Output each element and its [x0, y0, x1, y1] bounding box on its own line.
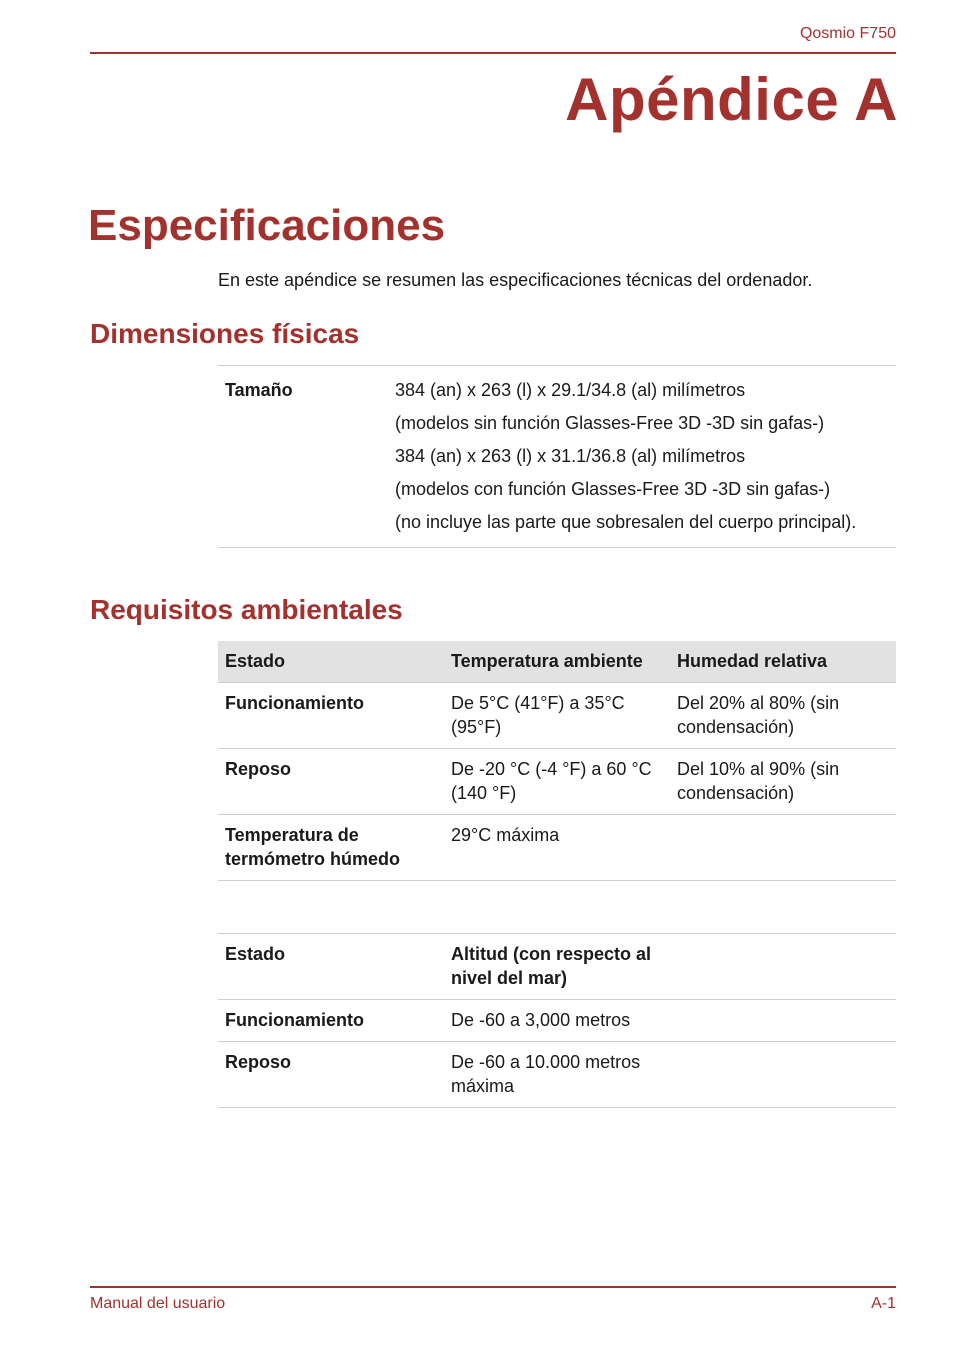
- dimensions-values: [395, 372, 896, 537]
- dimensions-table: [218, 365, 896, 548]
- environment-heading: Requisitos ambientales: [90, 594, 403, 625]
- table-cell: [670, 1042, 896, 1108]
- table-cell: [670, 1000, 896, 1042]
- table-row: [218, 749, 896, 815]
- dimension-line: (no incluye las parte que sobresalen del cuerpo principal).: [395, 512, 857, 532]
- table-cell: De 5°C (41°F) a 35°C (95°F): [444, 683, 670, 749]
- dimension-line: (modelos con función Glasses-Free 3D -3D sin gafas-): [395, 479, 831, 499]
- dimensions-label: Tamaño: [225, 380, 293, 400]
- table-cell: 29°C máxima: [444, 815, 670, 881]
- table-cell: Del 20% al 80% (sin condensación): [670, 683, 896, 749]
- table-header-row: [218, 934, 896, 1000]
- column-header: Estado: [218, 934, 444, 1000]
- table-row: [218, 365, 896, 548]
- row-label: Reposo: [218, 1042, 444, 1108]
- temperature-humidity-table: [218, 641, 896, 881]
- footer-rule: [90, 1286, 896, 1288]
- dimension-line: 384 (an) x 263 (l) x 29.1/34.8 (al) milímetros: [395, 380, 746, 400]
- table-row: [218, 1000, 896, 1042]
- dimension-line: 384 (an) x 263 (l) x 31.1/36.8 (al) milímetros: [395, 446, 746, 466]
- dimension-line: (modelos sin función Glasses-Free 3D -3D sin gafas-): [395, 413, 825, 433]
- intro-paragraph: En este apéndice se resumen las especificaciones técnicas del ordenador.: [218, 270, 813, 290]
- header-model-name: Qosmio F750: [799, 25, 896, 42]
- table-cell: Del 10% al 90% (sin condensación): [670, 749, 896, 815]
- column-header: Estado: [218, 641, 444, 683]
- section-title: Especificaciones: [88, 201, 446, 250]
- row-label: Temperatura de termómetro húmedo: [218, 815, 444, 881]
- column-header: Altitud (con respecto al nivel del mar): [444, 934, 670, 1000]
- column-header: Temperatura ambiente: [444, 641, 670, 683]
- table-cell: De -20 °C (-4 °F) a 60 °C (140 °F): [444, 749, 670, 815]
- table-cell: De -60 a 10.000 metros máxima: [444, 1042, 670, 1108]
- appendix-title: Apéndice A: [565, 66, 898, 133]
- table-cell: De -60 a 3,000 metros: [444, 1000, 670, 1042]
- row-label: Funcionamiento: [218, 1000, 444, 1042]
- column-header: [670, 934, 896, 1000]
- footer-manual-title: Manual del usuario: [90, 1295, 226, 1312]
- table-header-row: [218, 641, 896, 683]
- header-rule: [90, 52, 896, 54]
- column-header: Humedad relativa: [670, 641, 896, 683]
- row-label: Reposo: [218, 749, 444, 815]
- page-number: A-1: [871, 1295, 896, 1312]
- altitude-table: [218, 933, 896, 1108]
- table-row: [218, 815, 896, 881]
- dimensions-heading: Dimensiones físicas: [90, 318, 360, 349]
- table-row: [218, 683, 896, 749]
- table-row: [218, 1042, 896, 1108]
- table-cell: [670, 815, 896, 881]
- row-label: Funcionamiento: [218, 683, 444, 749]
